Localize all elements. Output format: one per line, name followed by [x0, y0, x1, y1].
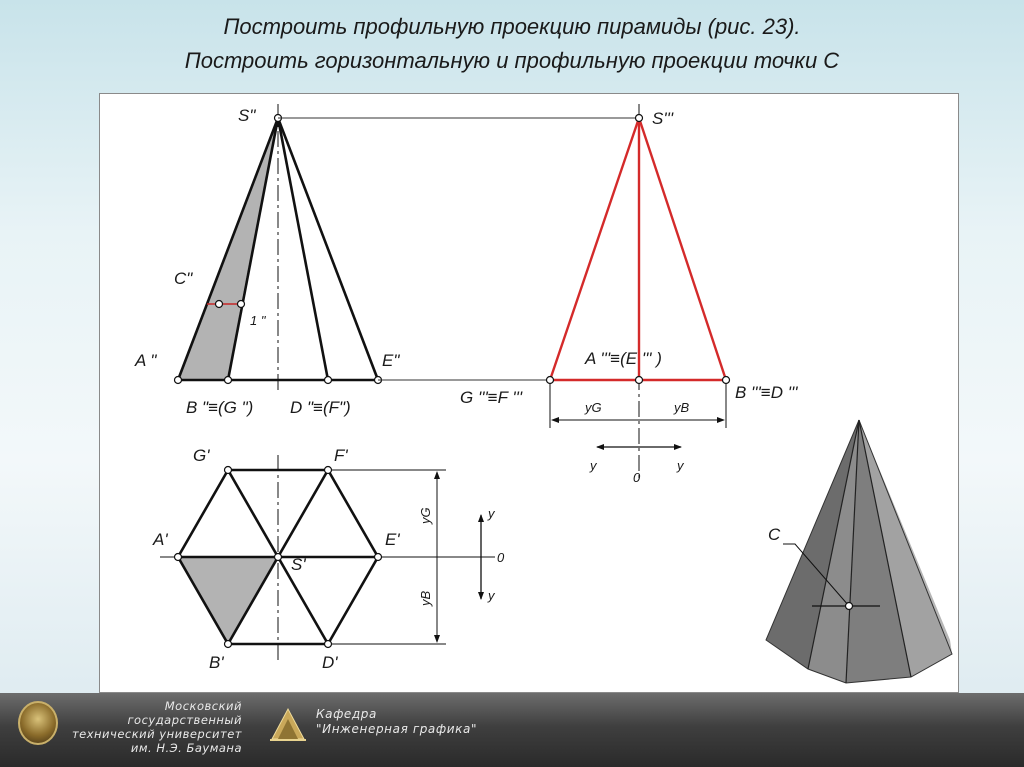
- profile-edge-left: [550, 118, 639, 380]
- front-view: [175, 104, 382, 390]
- label-s3: S''': [652, 109, 674, 128]
- label-e2: E": [382, 351, 400, 370]
- label-12: 1 ": [250, 313, 266, 328]
- label-g3f3: G '''≡F ''': [460, 388, 523, 407]
- point-a2: [175, 377, 182, 384]
- point-b2: [225, 377, 232, 384]
- university-name: [62, 699, 242, 755]
- label-a1: A': [153, 530, 168, 549]
- label-y-down: y: [488, 588, 495, 603]
- department-logo-icon: [268, 703, 308, 743]
- point-12: [238, 301, 245, 308]
- label-d2f2: D "≡(F"): [290, 398, 351, 417]
- department-line-1: Кафедра: [316, 707, 377, 721]
- university-emblem-icon: [18, 701, 58, 745]
- profile-edge-right: [639, 118, 726, 380]
- label-o-profile: 0: [633, 470, 641, 485]
- point-f1: [325, 467, 332, 474]
- label-c3d: C: [768, 525, 781, 544]
- pyramid-3d: [766, 420, 952, 683]
- point-g3: [547, 377, 554, 384]
- label-s2: S": [238, 106, 256, 125]
- point-d1: [325, 641, 332, 648]
- point-s3: [636, 115, 643, 122]
- label-yb-profile: yB: [674, 400, 690, 415]
- label-yg-profile: yG: [585, 400, 602, 415]
- edge-sd: [278, 118, 328, 380]
- point-a3: [636, 377, 643, 384]
- label-f1: F': [334, 446, 348, 465]
- title-line-1: Построить профильную проекцию пирамиды (рис. 23).: [223, 14, 801, 39]
- point-a1: [175, 554, 182, 561]
- label-yg-plan: yG: [418, 507, 433, 524]
- label-b3d3: B '''≡D ''': [735, 383, 798, 402]
- point-b1: [225, 641, 232, 648]
- label-g1: G': [193, 446, 210, 465]
- point-b3: [723, 377, 730, 384]
- label-e1: E': [385, 530, 400, 549]
- label-a3e3: A '''≡(E ''' ): [585, 349, 662, 368]
- title-line-2: Построить горизонтальную и профильную проекции точки С: [184, 48, 840, 73]
- point-d2: [325, 377, 332, 384]
- label-o-plan: 0: [497, 550, 505, 565]
- point-c2: [216, 301, 223, 308]
- profile-view: [547, 104, 730, 478]
- label-y-left: y: [590, 458, 597, 473]
- label-d1: D': [322, 653, 338, 672]
- department-name: [316, 707, 477, 737]
- label-y-right: y: [677, 458, 684, 473]
- label-c2: C": [174, 269, 193, 288]
- university-line-2: технический университет: [71, 727, 242, 741]
- footer-bar: [0, 693, 1024, 767]
- university-line-1: Московский государственный: [127, 699, 242, 727]
- label-b2g2: B "≡(G "): [186, 398, 254, 417]
- label-y-up: y: [488, 506, 495, 521]
- point-g1: [225, 467, 232, 474]
- label-b1: B': [209, 653, 224, 672]
- pyramid-point-c: [846, 603, 853, 610]
- label-yb-plan: yB: [418, 590, 433, 606]
- point-e1: [375, 554, 382, 561]
- plan-view: [160, 455, 495, 660]
- department-line-2: "Инженерная графика": [316, 722, 478, 736]
- plan-shaded-face: [178, 557, 278, 644]
- edge-se: [278, 118, 378, 380]
- university-line-3: им. Н.Э. Баумана: [130, 741, 242, 755]
- label-s1: S': [291, 555, 306, 574]
- point-s1: [275, 554, 282, 561]
- label-a2: A ": [135, 351, 157, 370]
